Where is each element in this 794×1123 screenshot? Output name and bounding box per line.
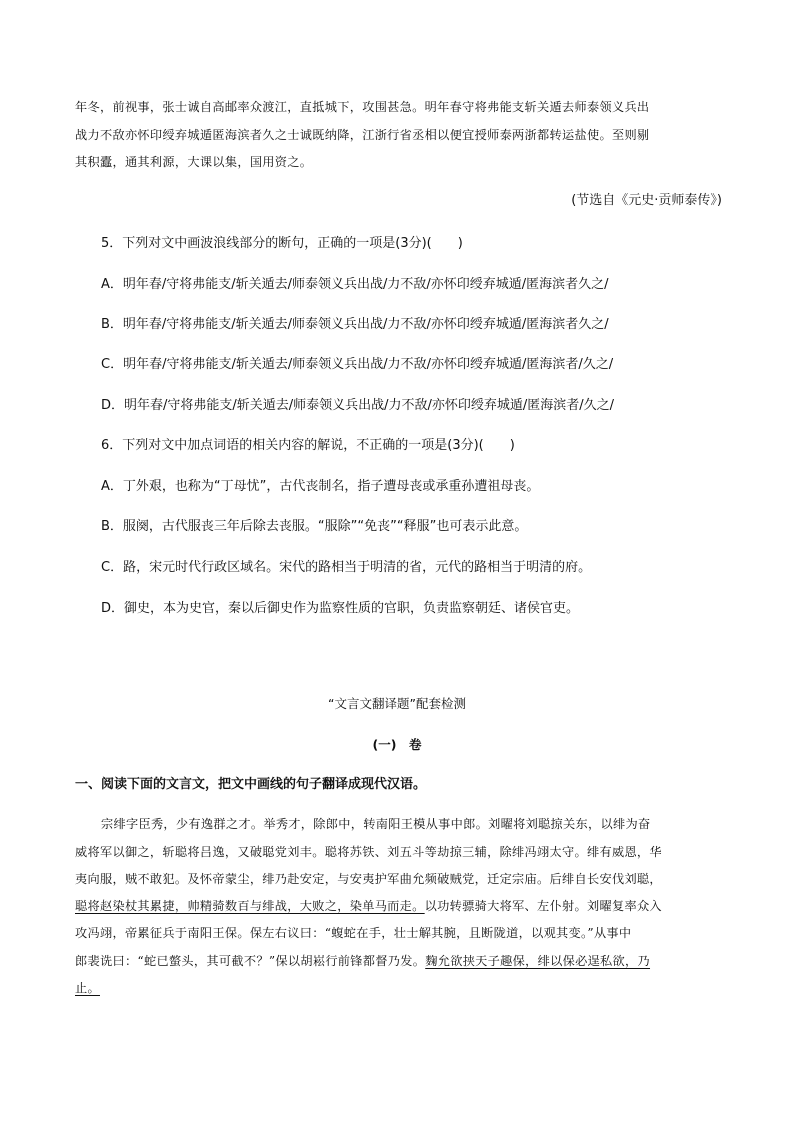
question-5-option-b: B．明年春/守将弗能支/斩关遁去/师泰领义兵出战/力不敌/亦怀印绶弃城遁/匿海滨者久之/ — [101, 317, 609, 332]
translation-instruction: 一、阅读下面的文言文，把文中画线的句子翻译成现代汉语。 — [75, 777, 427, 792]
plain-text: 攻冯翊，帝累征兵于南阳王保。保左右议曰：“蝮蛇在手，壮士解其腕，且断陇道，以观其变。”从事中 — [75, 926, 632, 940]
plain-text: 以功转骠骑大将军、左仆射。刘曜复率众入 — [424, 899, 662, 913]
question-6-option-d: D．御史，本为史官，秦以后御史作为监察性质的官职，负责监察朝廷、诸侯官吏。 — [101, 601, 580, 616]
question-6-stem: 6．下列对文中加点词语的相关内容的解说，不正确的一项是(3分)( ) — [101, 438, 515, 453]
question-5-option-c: C．明年春/守将弗能支/斩关遁去/师泰领义兵出战/力不敌/亦怀印绶弃城遁/匿海滨者/久之/ — [101, 357, 614, 372]
underlined-sentence-1: 聪将赵染杖其累捷，帅精骑数百与绯战，大败之，染单马而走。 — [75, 899, 425, 913]
plain-text: 宗绯字臣秀，少有逸群之才。举秀才，除郎中，转南阳王模从事中郎。刘曜将刘聪掠关东，以绯为奋 — [101, 817, 651, 831]
plain-text: 威将军以御之，斩聪将吕逸，又破聪党刘丰。聪将苏铁、刘五斗等劫掠三辅，除绯冯翊太守。绯有威恩，华 — [75, 845, 662, 859]
passage-source: (节选自《元史·贡师泰传》) — [571, 193, 722, 208]
question-6-option-c: C．路，宋元时代行政区域名。宋代的路相当于明清的省，元代的路相当于明清的府。 — [101, 560, 592, 575]
question-5-option-a: A．明年春/守将弗能支/斩关遁去/师泰领义兵出战/力不敌/亦怀印绶弃城遁/匿海滨者久之/ — [101, 277, 609, 292]
underlined-sentence-2: 麴允欲挟天子趣保，绯以保必逞私欲，乃 — [425, 954, 651, 968]
passage-line-3: 其积蠹，通其利源，大课以集，国用资之。 — [75, 155, 313, 169]
translation-line-3 — [75, 870, 662, 887]
translation-line-6 — [75, 952, 650, 969]
passage-line-2: 战力不敌亦怀印绶弃城遁匿海滨者久之士诚既纳降，江浙行省丞相以便宜授师泰两浙都转运盐使。至则剔 — [75, 128, 650, 142]
section-subtitle: (一) 卷 — [372, 737, 422, 752]
question-5-stem: 5．下列对文中画波浪线部分的断句，正确的一项是(3分)( ) — [101, 236, 463, 251]
plain-text: 郎裴诜曰：“蛇已螫头，其可截不？”保以胡崧行前锋都督乃发。 — [75, 954, 426, 968]
plain-text: 夷向服，贼不敢犯。及怀帝蒙尘，绯乃赴安定，与安夷护军曲允频破贼党，迁定宗庙。后绯自长安伐刘聪， — [75, 872, 662, 886]
passage-line-1: 年冬，前视事，张士诚自高邮率众渡江，直抵城下，攻围甚急。明年春守将弗能支斩关遁去师泰领义兵出 — [75, 100, 650, 114]
question-5-option-d: D．明年春/守将弗能支/斩关遁去/师泰领义兵出战/力不敌/亦怀印绶弃城遁/匿海滨者/久之/ — [101, 398, 615, 413]
underlined-sentence-2-end: 止。 — [75, 981, 100, 995]
translation-line-7 — [75, 979, 100, 996]
translation-line-1 — [101, 815, 650, 832]
translation-line-5 — [75, 924, 631, 941]
translation-line-4 — [75, 897, 662, 914]
translation-line-2 — [75, 843, 662, 860]
question-6-option-b: B．服阕，古代服丧三年后除去丧服。“服除”“免丧”“释服”也可表示此意。 — [101, 519, 528, 534]
question-6-option-a: A．丁外艰，也称为“丁母忧”，古代丧制名，指子遭母丧或承重孙遭祖母丧。 — [101, 479, 540, 494]
section-title: “文言文翻译题”配套检测 — [328, 696, 466, 711]
